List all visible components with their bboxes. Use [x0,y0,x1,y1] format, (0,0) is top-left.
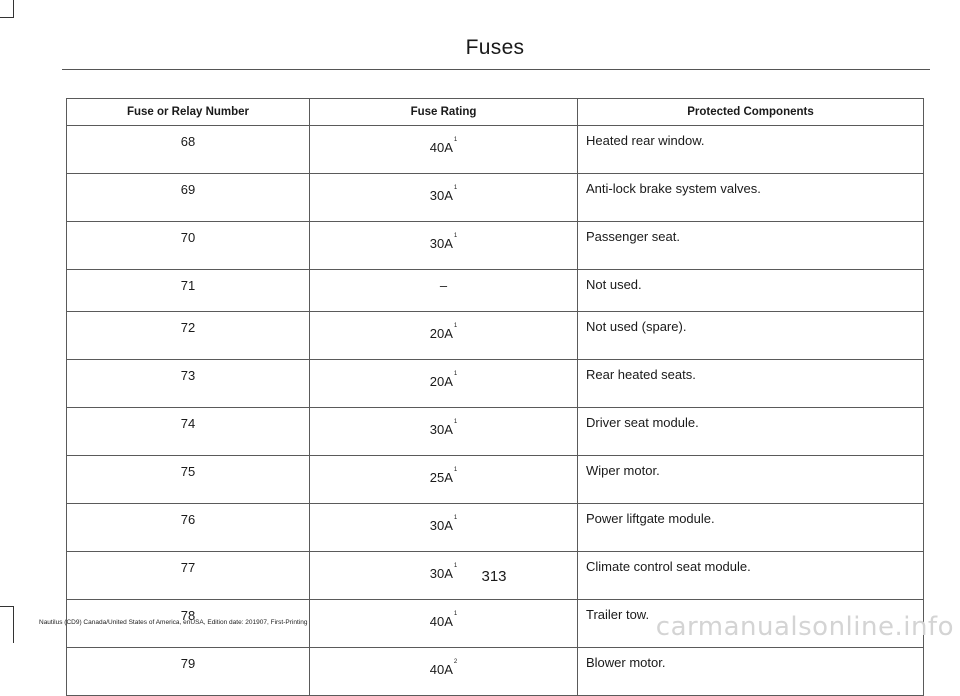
fuse-number-cell: 75 [67,456,310,504]
fuse-rating-cell [310,648,578,696]
footnote-marker: 1 [453,323,458,329]
table-row [67,222,924,270]
table-row [67,408,924,456]
fuse-table [66,98,924,696]
fuse-rating-value: – [439,278,448,293]
crop-mark-bottom [13,606,14,643]
protected-component-cell: Power liftgate module. [578,504,924,552]
page-title: Fuses [465,36,525,59]
watermark: carmanualsonline.info [655,612,954,642]
protected-component-cell: Anti-lock brake system valves. [578,174,924,222]
fuse-rating-cell [310,360,578,408]
protected-component-cell: Passenger seat. [578,222,924,270]
fuse-rating-cell [310,456,578,504]
fuse-number-cell: 76 [67,504,310,552]
protected-component-cell: Not used. [578,270,924,312]
footnote-marker: 1 [453,467,458,473]
footnote-marker: 1 [453,137,458,143]
table-row [67,360,924,408]
crop-mark-top-horizontal [0,17,14,18]
footnote-marker: 1 [453,419,458,425]
crop-mark-top [13,0,14,18]
table-row [67,456,924,504]
column-header-components: Protected Components [578,99,924,126]
table-row [67,648,924,696]
table-row [67,174,924,222]
column-header-number: Fuse or Relay Number [67,99,310,126]
fuse-number-cell: 68 [67,126,310,174]
fuse-rating-cell [310,270,578,312]
protected-component-cell: Rear heated seats. [578,360,924,408]
crop-mark-bottom-horizontal [0,606,14,607]
footnote-marker: 1 [453,611,458,617]
page-number: 313 [481,568,507,585]
protected-component-cell: Heated rear window. [578,126,924,174]
protected-component-cell: Blower motor. [578,648,924,696]
fuse-number-cell: 73 [67,360,310,408]
table-header-row [67,99,924,126]
footnote-marker: 2 [453,659,458,665]
fuse-rating-value: 20A [429,326,453,341]
protected-component-cell: Trailer tow. [578,600,924,648]
fuse-number-cell: 79 [67,648,310,696]
footnote-marker: 1 [453,563,458,569]
protected-component-cell: Climate control seat module. [578,552,924,600]
protected-component-cell: Wiper motor. [578,456,924,504]
fuse-number-cell: 72 [67,312,310,360]
fuse-rating-value: 30A [429,236,453,251]
table-row [67,126,924,174]
fuse-number-cell: 74 [67,408,310,456]
footer-edition-text: Nautilus (CD9) Canada/United States of America, enUSA, Edition date: 201907, First-Printing [39,619,308,626]
fuse-number-cell: 70 [67,222,310,270]
fuse-rating-cell [310,126,578,174]
fuse-rating-cell [310,222,578,270]
fuse-rating-cell [310,174,578,222]
protected-component-cell: Not used (spare). [578,312,924,360]
fuse-rating-cell [310,504,578,552]
fuse-number-cell: 69 [67,174,310,222]
fuse-rating-value: 30A [429,188,453,203]
fuse-rating-cell [310,312,578,360]
fuse-rating-cell [310,600,578,648]
fuse-rating-value: 30A [429,422,453,437]
fuse-rating-value: 40A [429,662,453,677]
fuse-rating-value: 25A [429,470,453,485]
fuse-rating-value: 40A [429,140,453,155]
footnote-marker: 1 [453,233,458,239]
fuse-rating-value: 30A [429,566,453,581]
footnote-marker: 1 [453,515,458,521]
fuse-rating-value: 20A [429,374,453,389]
footnote-marker: 1 [453,185,458,191]
fuse-rating-value: 30A [429,518,453,533]
column-header-rating: Fuse Rating [310,99,578,126]
fuse-number-cell: 78 [67,600,310,648]
fuse-number-cell: 71 [67,270,310,312]
fuse-rating-value: 40A [429,614,453,629]
fuse-rating-cell [310,408,578,456]
fuse-number-cell: 77 [67,552,310,600]
table-row [67,270,924,312]
title-divider [62,69,930,70]
footnote-marker: 1 [453,371,458,377]
table-row [67,504,924,552]
table-row [67,312,924,360]
protected-component-cell: Driver seat module. [578,408,924,456]
